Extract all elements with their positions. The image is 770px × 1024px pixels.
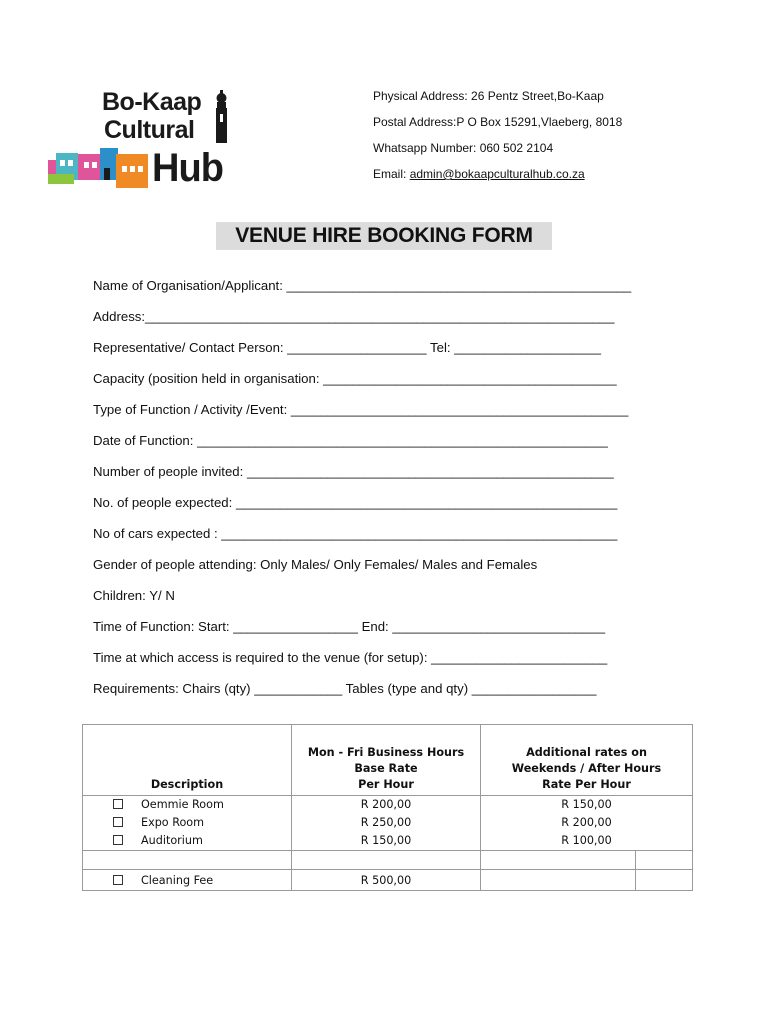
cleaning-base-cell <box>292 870 481 891</box>
header-base-line3: Per Hour <box>358 778 414 791</box>
cleaning-desc-cell <box>83 870 292 891</box>
spacer-cell <box>292 851 481 870</box>
field-organisation[interactable]: Name of Organisation/Applicant: _______________________________________________ <box>93 278 632 293</box>
bo-kaap-logo <box>44 88 244 198</box>
checkbox-icon[interactable] <box>113 817 123 827</box>
checkbox-icon[interactable] <box>113 799 123 809</box>
cleaning-item[interactable] <box>83 872 291 890</box>
spacer-cell <box>83 851 292 870</box>
logo-text-line3: Hub <box>152 146 224 190</box>
room-add-rate: R 150,00 <box>561 798 612 811</box>
room-name: Oemmie Room <box>141 798 224 811</box>
rooms-desc-cell <box>83 796 292 851</box>
form-fields <box>93 277 673 711</box>
room-item[interactable] <box>83 814 291 832</box>
header-add-line1: Additional rates on <box>526 746 647 759</box>
field-function-type[interactable]: Type of Function / Activity /Event: ______________________________________________ <box>93 402 629 417</box>
field-function-date[interactable]: Date of Function: ________________________________________________________ <box>93 433 608 448</box>
field-people-invited[interactable]: Number of people invited: __________________________________________________ <box>93 464 614 479</box>
field-address[interactable]: Address:________________________________________________________________ <box>93 309 615 324</box>
room-add-rate: R 200,00 <box>561 816 612 829</box>
room-base-rate: R 250,00 <box>360 816 412 829</box>
field-capacity[interactable]: Capacity (position held in organisation: ________________________________________ <box>93 371 617 386</box>
header-base-line1: Mon - Fri Business Hours <box>307 746 465 759</box>
header-add-line3: Rate Per Hour <box>542 778 631 791</box>
field-people-expected[interactable]: No. of people expected: ____________________________________________________ <box>93 495 618 510</box>
table-row-spacer <box>83 851 693 870</box>
whatsapp-number: Whatsapp Number: 060 502 2104 <box>373 141 554 155</box>
cleaning-fee: R 500,00 <box>360 874 412 887</box>
physical-address: Physical Address: 26 Pentz Street,Bo-Kaap <box>373 89 604 103</box>
rooms-add-cell <box>481 796 693 851</box>
checkbox-icon[interactable] <box>113 835 123 845</box>
room-add-rate: R 100,00 <box>561 834 612 847</box>
spacer-cell <box>481 851 636 870</box>
room-base-rate: R 150,00 <box>360 834 412 847</box>
table-row-cleaning <box>83 870 693 891</box>
checkbox-icon[interactable] <box>113 875 123 885</box>
cleaning-extra-cell <box>636 870 693 891</box>
header-description: Description <box>83 725 292 796</box>
field-setup-time[interactable]: Time at which access is required to the venue (for setup): ________________________ <box>93 650 608 665</box>
field-requirements[interactable]: Requirements: Chairs (qty) ____________ Tables (type and qty) _________________ <box>93 681 597 696</box>
spacer-cell <box>636 851 693 870</box>
form-title: VENUE HIRE BOOKING FORM <box>216 222 552 250</box>
room-base-rate: R 200,00 <box>360 798 412 811</box>
rates-table <box>82 724 693 891</box>
header-base-line2: Base Rate <box>354 762 418 775</box>
cleaning-name: Cleaning Fee <box>141 874 214 887</box>
email-label: Email: <box>373 167 410 181</box>
field-children[interactable]: Children: Y/ N <box>93 588 175 603</box>
rooms-base-cell <box>292 796 481 851</box>
room-item[interactable] <box>83 796 291 814</box>
room-name: Expo Room <box>141 816 205 829</box>
field-function-time[interactable]: Time of Function: Start: _________________ End: _____________________________ <box>93 619 606 634</box>
room-name: Auditorium <box>141 834 203 847</box>
postal-address: Postal Address:P O Box 15291,Vlaeberg, 8018 <box>373 115 623 129</box>
field-gender[interactable]: Gender of people attending: Only Males/ Only Females/ Males and Females <box>93 557 538 572</box>
table-row-rooms <box>83 796 693 851</box>
cleaning-add-cell <box>481 870 636 891</box>
logo-text-line2: Cultural <box>104 116 195 144</box>
header-add-line2: Weekends / After Hours <box>511 762 662 775</box>
contact-block <box>373 88 622 192</box>
room-item[interactable] <box>83 832 291 850</box>
field-contact-person[interactable]: Representative/ Contact Person: ___________________ Tel: ____________________ <box>93 340 601 355</box>
header-base-rate <box>292 725 481 796</box>
header-additional-rate <box>481 725 693 796</box>
email-link[interactable]: admin@bokaapculturalhub.co.za <box>409 167 585 181</box>
email-line <box>373 166 622 192</box>
logo-text-line1: Bo-Kaap <box>102 88 202 116</box>
field-cars-expected[interactable]: No of cars expected : ______________________________________________________ <box>93 526 618 541</box>
table-header-row <box>83 725 693 796</box>
